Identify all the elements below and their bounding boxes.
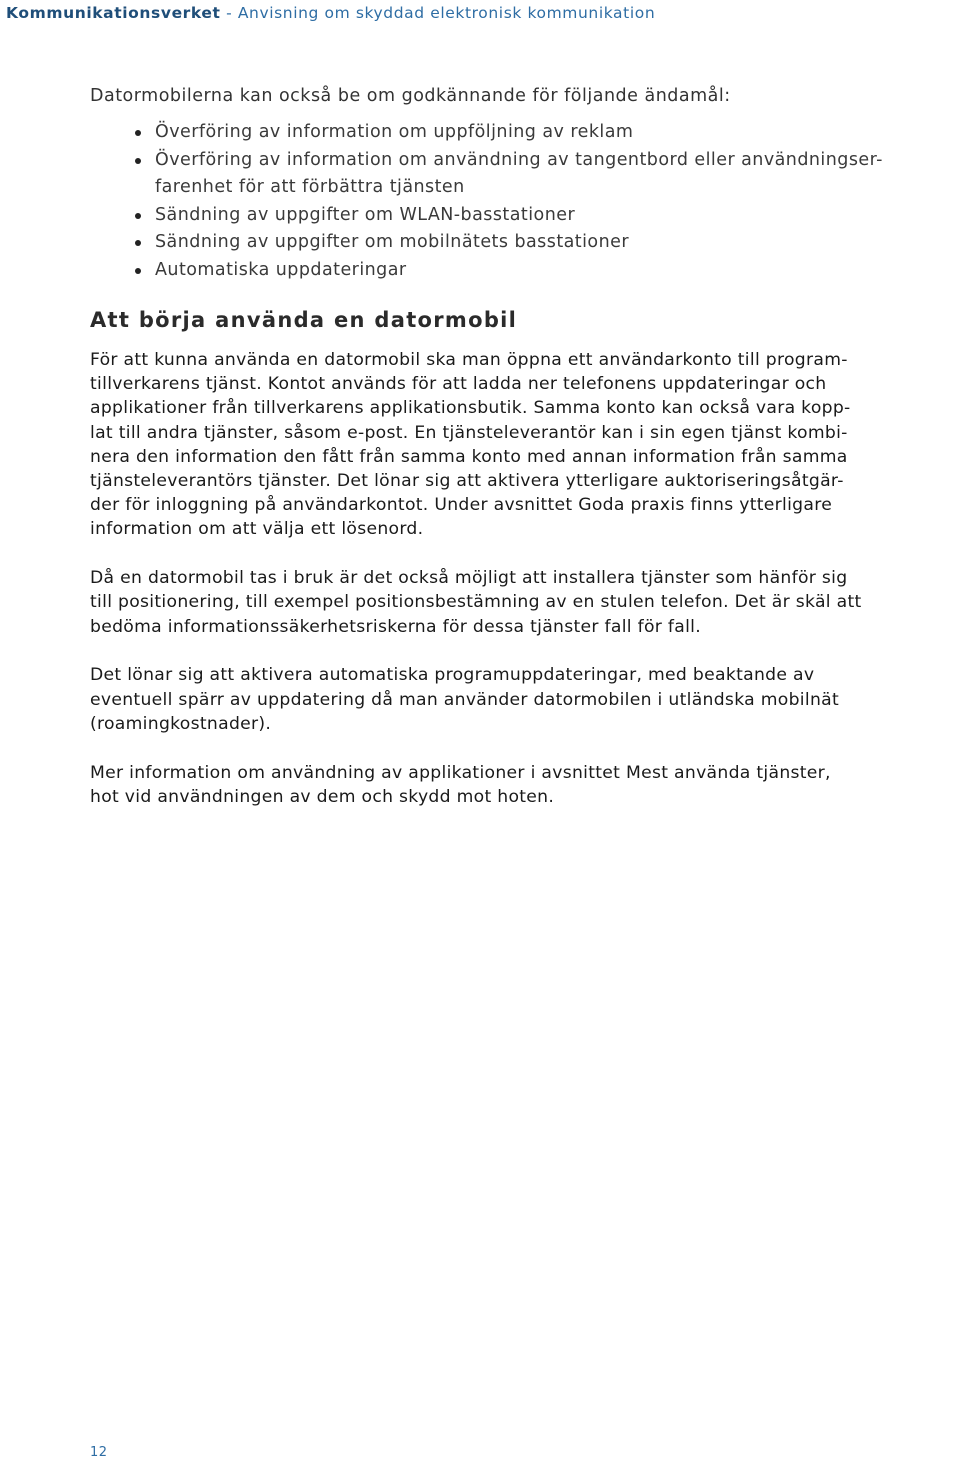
header-org-name: Kommunikationsverket — [6, 4, 221, 22]
paragraph-updates — [90, 663, 958, 737]
bullet-icon — [135, 240, 141, 246]
header-document-title: Anvisning om skyddad elektronisk kommunikation — [237, 4, 656, 22]
purpose-list — [90, 119, 958, 284]
paragraph-more-info — [90, 761, 958, 810]
paragraph-line: till positionering, till exempel positionsbestämning av en stulen telefon. Det är skäl att — [90, 592, 862, 613]
paragraph-positioning — [90, 566, 958, 640]
running-header — [6, 4, 655, 22]
paragraph-line: Det lönar sig att aktivera automatiska programuppdateringar, med beaktande av — [90, 665, 815, 686]
paragraph-line: hot vid användningen av dem och skydd mot hoten. — [90, 787, 555, 808]
list-item-text: Överföring av information om användning av tangentbord eller användningser- — [155, 149, 883, 170]
list-item — [90, 147, 958, 202]
header-separator: - — [226, 4, 233, 22]
bullet-icon — [135, 213, 141, 219]
paragraph-line: Då en datormobil tas i bruk är det också möjligt att installera tjänster som hänför sig — [90, 567, 848, 588]
paragraph-line: der för inloggning på användarkontot. Under avsnittet Goda praxis finns ytterligare — [90, 495, 833, 516]
list-item-text: farenhet för att förbättra tjänsten — [155, 177, 465, 197]
list-item-text: Överföring av information om uppföljning av reklam — [155, 122, 634, 142]
paragraph-line: eventuell spärr av uppdatering då man använder datormobilen i utländska mobilnät — [90, 689, 840, 710]
bullet-icon — [135, 268, 141, 274]
list-item — [90, 229, 958, 257]
list-item — [90, 257, 958, 285]
paragraph-user-account — [90, 348, 958, 542]
page-body — [90, 84, 958, 810]
paragraph-line: lat till andra tjänster, såsom e-post. En tjänsteleverantör kan i sin egen tjänst kombi- — [90, 422, 848, 443]
paragraph-line: Mer information om användning av applikationer i avsnittet Mest använda tjänster, — [90, 762, 831, 783]
list-item — [90, 119, 958, 147]
paragraph-line: tillverkarens tjänst. Kontot används för att ladda ner telefonens uppdateringar och — [90, 374, 827, 395]
paragraph-line: tjänsteleverantörs tjänster. Det lönar sig att aktivera ytterligare auktoriseringsåtgär- — [90, 471, 844, 492]
intro-paragraph: Datormobilerna kan också be om godkännande för följande ändamål: — [90, 86, 731, 106]
paragraph-line: information om att välja ett lösenord. — [90, 519, 424, 540]
paragraph-line: (roamingkostnader). — [90, 714, 272, 735]
page-number: 12 — [90, 1445, 108, 1460]
list-item-text: Automatiska uppdateringar — [155, 259, 407, 280]
list-item — [90, 202, 958, 230]
paragraph-line: bedöma informationssäkerhetsriskerna för dessa tjänster fall för fall. — [90, 616, 702, 637]
section-heading: Att börja använda en datormobil — [90, 308, 518, 332]
list-item-text: Sändning av uppgifter om mobilnätets basstationer — [155, 232, 629, 252]
paragraph-line: applikationer från tillverkarens applikationsbutik. Samma konto kan också vara kopp- — [90, 398, 851, 419]
paragraph-line: nera den information den fått från samma konto med annan information från samma — [90, 446, 848, 467]
bullet-icon — [135, 130, 141, 136]
paragraph-line: För att kunna använda en datormobil ska man öppna ett användarkonto till program- — [90, 350, 848, 370]
bullet-icon — [135, 158, 141, 164]
list-item-text: Sändning av uppgifter om WLAN-basstationer — [155, 204, 576, 225]
